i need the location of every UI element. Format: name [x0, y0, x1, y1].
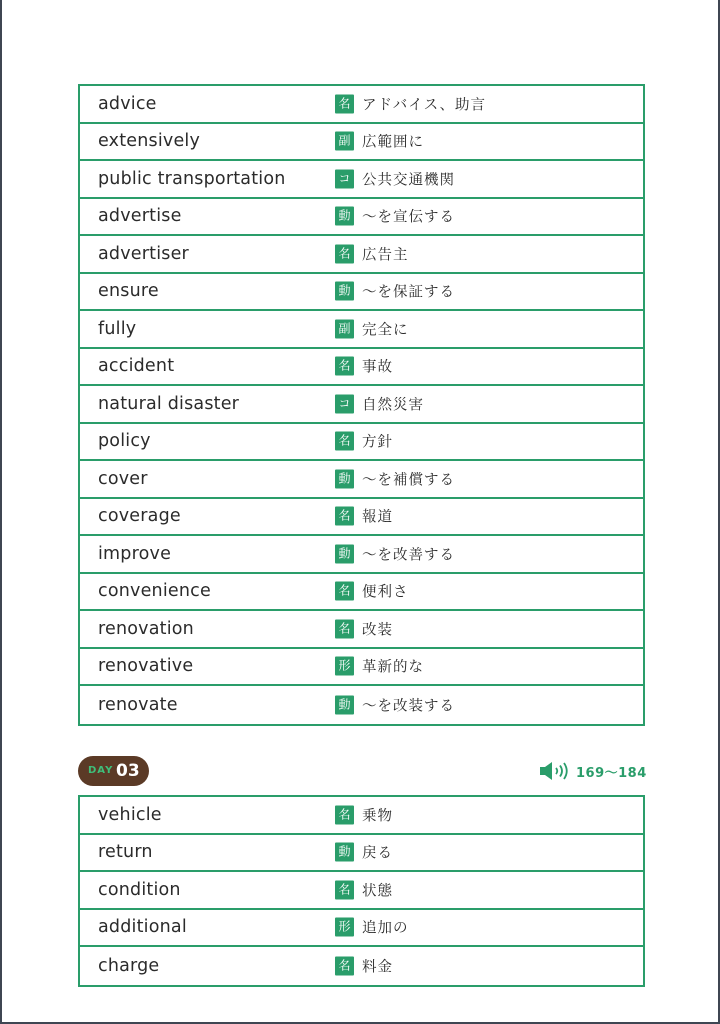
vocab-row: [80, 349, 643, 387]
part-of-speech-badge: 名: [335, 619, 354, 638]
speaker-icon: [539, 762, 571, 780]
vocab-row: [80, 424, 643, 462]
vocab-word: return: [98, 842, 153, 863]
vocab-word: charge: [98, 955, 160, 976]
vocab-row: [80, 910, 643, 948]
part-of-speech-badge: 形: [335, 657, 354, 676]
vocab-row: [80, 199, 643, 237]
part-of-speech-badge: 名: [335, 357, 354, 376]
day-number: 03: [116, 761, 140, 781]
part-of-speech-badge: 名: [335, 805, 354, 824]
part-of-speech-badge: 動: [335, 469, 354, 488]
vocab-word: cover: [98, 468, 148, 489]
audio-range: 169～184: [576, 766, 647, 781]
vocab-word: advertise: [98, 206, 182, 227]
vocab-word: renovative: [98, 656, 194, 677]
vocab-meaning: 戻る: [362, 845, 393, 862]
part-of-speech-badge: 動: [335, 282, 354, 301]
vocab-meaning: 事故: [362, 359, 393, 376]
vocab-word: renovation: [98, 618, 194, 639]
vocab-meaning: ～を保証する: [362, 284, 455, 301]
vocab-row: [80, 386, 643, 424]
part-of-speech-badge: 名: [335, 432, 354, 451]
vocab-row: [80, 649, 643, 687]
vocab-meaning: 追加の: [362, 920, 409, 937]
vocab-row: [80, 499, 643, 537]
vocab-meaning: 自然災害: [362, 397, 424, 414]
vocab-row: [80, 835, 643, 873]
vocab-row: [80, 86, 643, 124]
vocab-word: accident: [98, 356, 175, 377]
vocab-word: improve: [98, 543, 172, 564]
vocab-word: vehicle: [98, 804, 162, 825]
vocab-meaning: 革新的な: [362, 659, 424, 676]
vocab-meaning: 完全に: [362, 322, 409, 339]
vocab-row: [80, 611, 643, 649]
page: [2, 0, 718, 1022]
day-badge: [78, 756, 149, 786]
vocab-meaning: 広範囲に: [362, 134, 424, 151]
vocab-meaning: ～を宣伝する: [362, 209, 455, 226]
vocab-word: extensively: [98, 131, 201, 152]
vocab-row: [80, 536, 643, 574]
vocab-row: [80, 274, 643, 312]
vocab-meaning: アドバイス、助言: [362, 97, 486, 114]
vocab-row: [80, 161, 643, 199]
vocab-row: [80, 797, 643, 835]
vocab-meaning: ～を改善する: [362, 547, 455, 564]
part-of-speech-badge: 名: [335, 582, 354, 601]
vocab-meaning: 状態: [362, 883, 393, 900]
vocab-word: ensure: [98, 281, 159, 302]
part-of-speech-badge: コ: [335, 394, 354, 413]
part-of-speech-badge: 名: [335, 244, 354, 263]
vocab-meaning: 方針: [362, 434, 393, 451]
part-of-speech-badge: 副: [335, 319, 354, 338]
vocab-table-1: [78, 84, 645, 726]
vocab-meaning: 報道: [362, 509, 393, 526]
vocab-meaning: 改装: [362, 622, 393, 639]
vocab-row: [80, 686, 643, 724]
vocab-row: [80, 311, 643, 349]
vocab-meaning: 公共交通機関: [362, 172, 455, 189]
vocab-word: additional: [98, 917, 187, 938]
part-of-speech-badge: 名: [335, 94, 354, 113]
part-of-speech-badge: 名: [335, 880, 354, 899]
vocab-word: condition: [98, 879, 181, 900]
vocab-meaning: 料金: [362, 959, 393, 976]
vocab-meaning: 便利さ: [362, 584, 409, 601]
part-of-speech-badge: 動: [335, 695, 354, 714]
day-label: DAY: [88, 765, 114, 776]
vocab-word: coverage: [98, 506, 181, 527]
vocab-word: natural disaster: [98, 393, 240, 414]
part-of-speech-badge: 動: [335, 207, 354, 226]
vocab-word: policy: [98, 431, 151, 452]
part-of-speech-badge: コ: [335, 169, 354, 188]
part-of-speech-badge: 副: [335, 132, 354, 151]
vocab-meaning: 乗物: [362, 808, 393, 825]
vocab-row: [80, 124, 643, 162]
vocab-row: [80, 574, 643, 612]
vocab-meaning: ～を補償する: [362, 472, 455, 489]
vocab-word: advice: [98, 93, 157, 114]
part-of-speech-badge: 動: [335, 544, 354, 563]
vocab-word: fully: [98, 318, 137, 339]
vocab-meaning: ～を改装する: [362, 698, 455, 715]
vocab-row: [80, 236, 643, 274]
vocab-word: public transportation: [98, 168, 286, 189]
vocab-row: [80, 461, 643, 499]
vocab-meaning: 広告主: [362, 247, 409, 264]
vocab-word: convenience: [98, 581, 211, 602]
vocab-row: [80, 872, 643, 910]
vocab-table-2: [78, 795, 645, 987]
vocab-word: renovate: [98, 694, 178, 715]
vocab-row: [80, 947, 643, 985]
part-of-speech-badge: 形: [335, 918, 354, 937]
part-of-speech-badge: 名: [335, 507, 354, 526]
vocab-word: advertiser: [98, 243, 189, 264]
part-of-speech-badge: 動: [335, 843, 354, 862]
part-of-speech-badge: 名: [335, 956, 354, 975]
